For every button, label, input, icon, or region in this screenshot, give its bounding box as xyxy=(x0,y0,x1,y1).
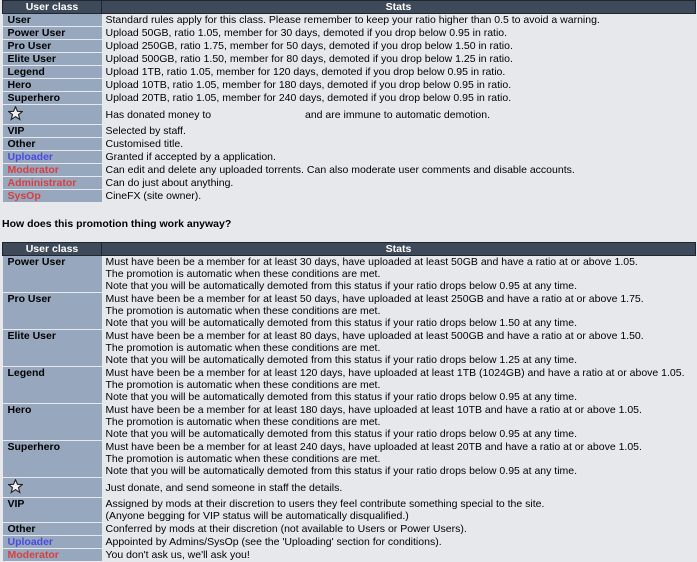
promotion-requirement: Must have been be a member for at least 50 days, have uploaded at least 250GB and have a ratio at or above 1.75. xyxy=(105,292,644,305)
class-stats: Upload 20TB, ratio 1.05, member for 240 days, demoted if you drop below 0.95 in ratio. xyxy=(102,92,696,105)
promotion-note: The promotion is automatic when these conditions are met. xyxy=(105,268,381,280)
class-stats: Can edit and delete any uploaded torrents. Can also moderate user comments and disable accounts. xyxy=(102,164,696,177)
class-name: Hero xyxy=(3,404,102,441)
table-row xyxy=(3,27,696,40)
class-stats xyxy=(102,256,696,293)
promotion-requirement: Must have been be a member for at least 240 days, have uploaded at least 20TB and have a ratio at or above 1.05. xyxy=(105,440,642,453)
promotion-requirement: Must have been be a member for at least 120 days, have uploaded at least 1TB (1024GB) and have a ratio at or above 1.05. xyxy=(105,366,685,379)
class-stats: Upload 250GB, ratio 1.75, member for 50 days, demoted if you drop below 1.50 in ratio. xyxy=(102,40,696,53)
donor-class-cell xyxy=(3,105,102,125)
class-name-moderator: Moderator xyxy=(3,549,102,562)
class-stats xyxy=(102,404,696,441)
table-row xyxy=(3,177,696,190)
vip-note: (Anyone begging for VIP status will be automatically disqualified.) xyxy=(105,509,409,522)
promotion-requirement: Must have been be a member for at least 80 days, have uploaded at least 500GB and have a ratio at or above 1.50. xyxy=(105,329,644,342)
class-name: Superhero xyxy=(3,441,102,478)
demotion-note: Note that you will be automatically demoted from this status if your ratio drops below 0.95 at any time. xyxy=(105,280,578,292)
class-name: Power User xyxy=(3,256,102,293)
class-name: Hero xyxy=(3,79,102,92)
table-row xyxy=(3,498,696,523)
class-name-uploader: Uploader xyxy=(3,536,102,549)
column-header-user-class: User class xyxy=(3,1,102,14)
class-stats: Conferred by mods at their discretion (not available to Users or Power Users). xyxy=(102,523,696,536)
donor-text-pre: Has donated money to xyxy=(105,108,212,121)
user-class-table xyxy=(2,0,696,203)
class-name-sysop: SysOp xyxy=(3,190,102,203)
star-icon xyxy=(8,479,23,494)
class-stats xyxy=(102,105,696,125)
promotion-note: The promotion is automatic when these conditions are met. xyxy=(105,378,381,391)
class-name: VIP xyxy=(3,125,102,138)
class-name: Elite User xyxy=(3,53,102,66)
table-row xyxy=(3,14,696,27)
demotion-note: Note that you will be automatically demoted from this status if your ratio drops below 0.95 at any time. xyxy=(105,464,578,477)
class-stats: Selected by staff. xyxy=(102,125,696,138)
promotion-note: The promotion is automatic when these conditions are met. xyxy=(105,415,381,428)
table-row xyxy=(3,441,696,478)
donor-text-post: and are immune to automatic demotion. xyxy=(305,108,491,121)
class-stats xyxy=(102,367,696,404)
table-row xyxy=(3,367,696,404)
class-stats: Granted if accepted by a application. xyxy=(102,151,696,164)
class-stats: Can do just about anything. xyxy=(102,177,696,190)
promotion-table xyxy=(2,242,696,562)
class-name: Power User xyxy=(3,27,102,40)
class-name: Elite User xyxy=(3,330,102,367)
class-name: Legend xyxy=(3,66,102,79)
column-header-user-class: User class xyxy=(3,243,102,256)
table-row xyxy=(3,536,696,549)
table-row xyxy=(3,523,696,536)
class-name: Other xyxy=(3,138,102,151)
class-name-administrator: Administrator xyxy=(3,177,102,190)
class-stats: Upload 1TB, ratio 1.05, member for 120 days, demoted if you drop below 0.95 in ratio. xyxy=(102,66,696,79)
table-row xyxy=(3,256,696,293)
class-stats: Just donate, and send someone in staff the details. xyxy=(102,478,696,498)
table-row-donor xyxy=(3,105,696,125)
class-stats xyxy=(102,330,696,367)
promotion-note: The promotion is automatic when these conditions are met. xyxy=(105,341,381,354)
class-stats: Upload 500GB, ratio 1.50, member for 80 days, demoted if you drop below 1.25 in ratio. xyxy=(102,53,696,66)
class-stats: CineFX (site owner). xyxy=(102,190,696,203)
demotion-note: Note that you will be automatically demoted from this status if your ratio drops below 0.95 at any time. xyxy=(105,390,578,403)
donor-class-cell xyxy=(3,478,102,498)
promotion-note: The promotion is automatic when these conditions are met. xyxy=(105,452,381,465)
class-stats xyxy=(102,498,696,523)
table-row-donor xyxy=(3,478,696,498)
class-stats xyxy=(102,441,696,478)
demotion-note: Note that you will be automatically demoted from this status if your ratio drops below 0.95 at any time. xyxy=(105,427,578,440)
table-row xyxy=(3,66,696,79)
class-stats: Upload 10TB, ratio 1.05, member for 180 days, demoted if you drop below 0.95 in ratio. xyxy=(102,79,696,92)
class-name: User xyxy=(3,14,102,27)
class-name: Pro User xyxy=(3,40,102,53)
demotion-note: Note that you will be automatically demoted from this status if your ratio drops below 1.25 at any time. xyxy=(105,353,578,366)
class-name: Legend xyxy=(3,367,102,404)
table-row xyxy=(3,79,696,92)
promotion-requirement: Must have been be a member for at least 30 days, have uploaded at least 50GB and have a ratio at or above 1.05. xyxy=(105,256,638,268)
table-row xyxy=(3,138,696,151)
class-name: VIP xyxy=(3,498,102,523)
table-row xyxy=(3,92,696,105)
class-name-uploader: Uploader xyxy=(3,151,102,164)
class-name: Other xyxy=(3,523,102,536)
table-row xyxy=(3,53,696,66)
demotion-note: Note that you will be automatically demoted from this status if your ratio drops below 1.50 at any time. xyxy=(105,316,578,329)
table-row xyxy=(3,293,696,330)
table-row xyxy=(3,151,696,164)
table-row xyxy=(3,125,696,138)
column-header-stats: Stats xyxy=(102,243,696,256)
vip-requirement: Assigned by mods at their discretion to users they feel contribute something special to the site. xyxy=(105,497,545,510)
class-name-moderator: Moderator xyxy=(3,164,102,177)
class-stats: Standard rules apply for this class. Please remember to keep your ratio higher than 0.5 to avoid a warning. xyxy=(102,14,696,27)
class-stats xyxy=(102,293,696,330)
column-header-stats: Stats xyxy=(102,1,696,14)
table-row xyxy=(3,404,696,441)
table-row xyxy=(3,164,696,177)
star-icon xyxy=(8,106,23,121)
class-stats: Upload 50GB, ratio 1.05, member for 30 days, demoted if you drop below 0.95 in ratio. xyxy=(102,27,696,40)
class-stats: You don't ask us, we'll ask you! xyxy=(102,549,696,562)
class-name: Pro User xyxy=(3,293,102,330)
class-stats: Customised title. xyxy=(102,138,696,151)
table-row xyxy=(3,190,696,203)
class-stats: Appointed by Admins/SysOp (see the 'Uploading' section for conditions). xyxy=(102,536,696,549)
promotion-requirement: Must have been be a member for at least 180 days, have uploaded at least 10TB and have a ratio at or above 1.05. xyxy=(105,403,642,416)
promotion-question-heading: How does this promotion thing work anyway? xyxy=(2,218,232,230)
class-name: Superhero xyxy=(3,92,102,105)
table-row xyxy=(3,40,696,53)
promotion-note: The promotion is automatic when these conditions are met. xyxy=(105,304,381,317)
table-row xyxy=(3,330,696,367)
table-row xyxy=(3,549,696,562)
